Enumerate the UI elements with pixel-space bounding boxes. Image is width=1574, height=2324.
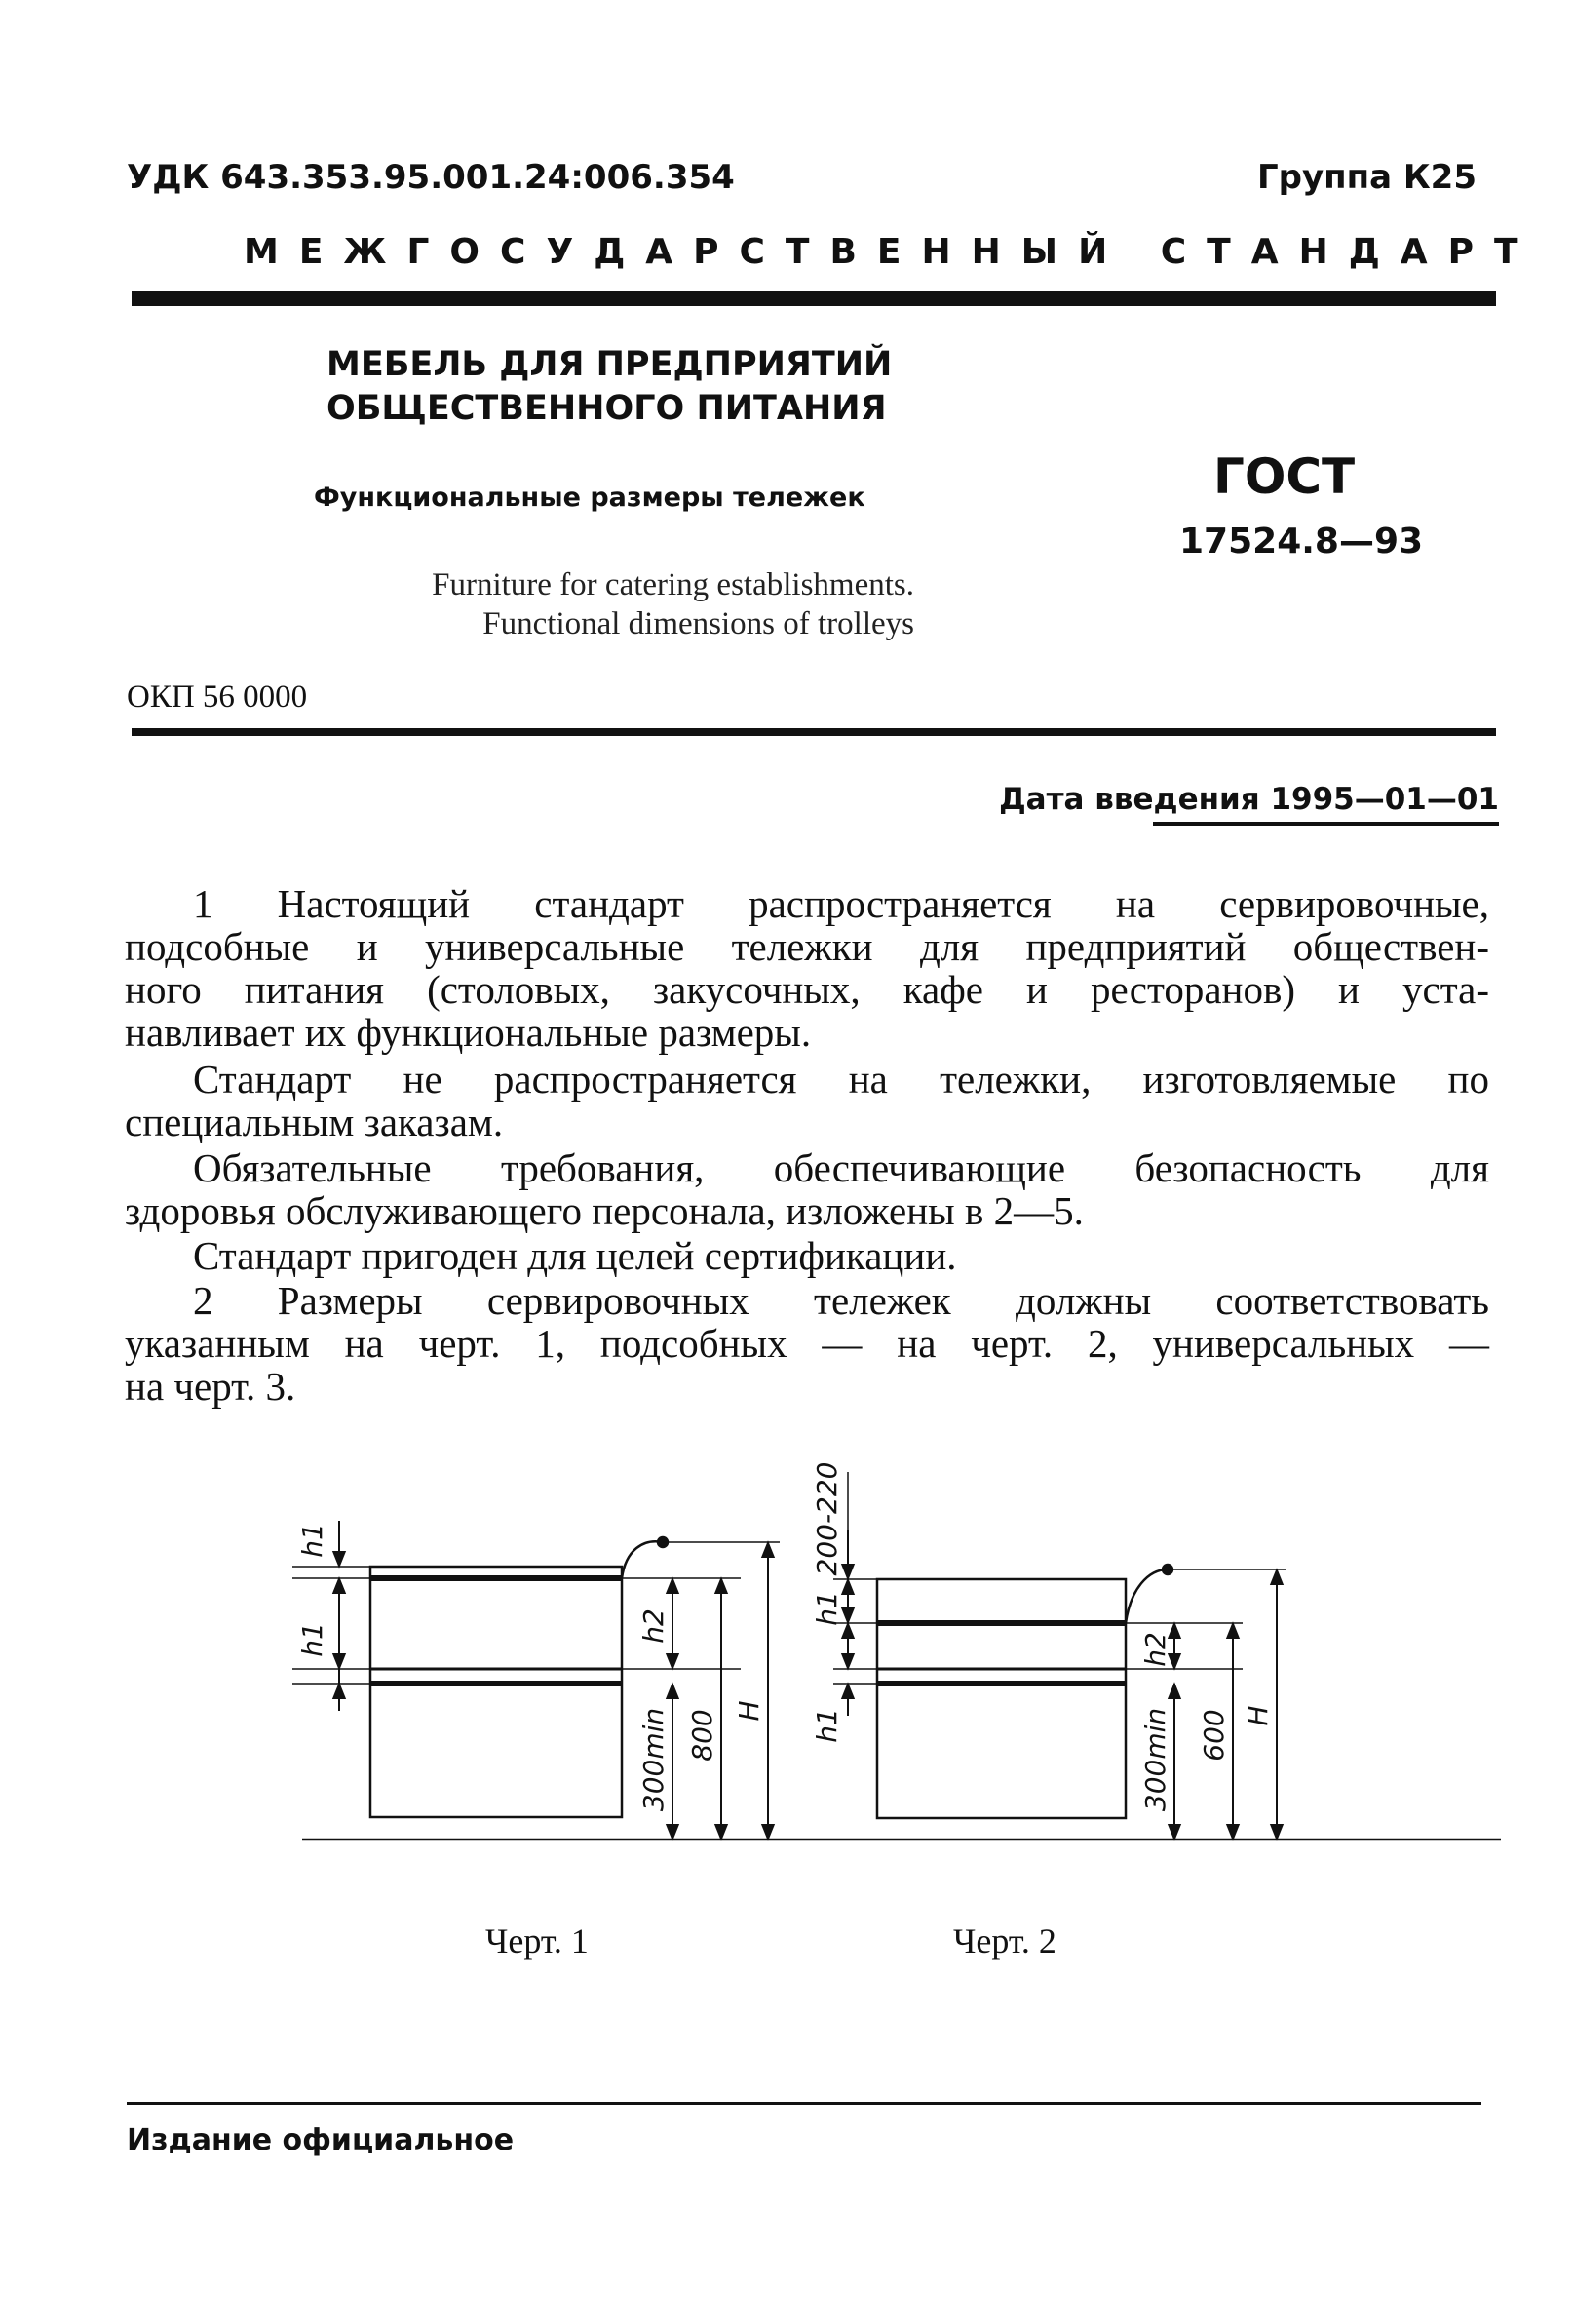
english-title-line-1: Furniture for catering establishments. <box>432 567 914 602</box>
gost-label: ГОСТ <box>1213 448 1356 505</box>
fig1-h1-lower-label: h1 <box>296 1622 328 1657</box>
fig2-300min-label: 300min <box>1139 1707 1171 1812</box>
title-line-1: МЕБЕЛЬ ДЛЯ ПРЕДПРИЯТИЙ <box>326 345 893 384</box>
gost-number: 17524.8—93 <box>1179 522 1424 562</box>
fig1-H-label: H <box>733 1700 765 1722</box>
english-title <box>302 565 914 643</box>
header-rule <box>132 290 1496 306</box>
paragraph-line: навливает их функциональные размеры. <box>125 1010 812 1055</box>
fig1-h2-label: h2 <box>637 1608 670 1644</box>
date-value: 1995—01—01 <box>1270 782 1499 817</box>
paragraph-line: 2 Размеры сервировочных тележек должны соответствовать <box>193 1278 1489 1323</box>
group-code: Группа К25 <box>1256 158 1477 197</box>
interstate-heading: МЕЖГОСУДАРСТВЕННЫЙ СТАНДАРТ <box>244 232 1539 272</box>
date-label: Дата введения <box>999 782 1260 817</box>
footer-rule <box>127 2102 1481 2105</box>
okp-code: ОКП 56 0000 <box>127 679 308 715</box>
paragraph-line: специальным заказам. <box>125 1100 504 1144</box>
fig2-h1-upper-label: h1 <box>811 1591 843 1626</box>
trolley-drawings <box>0 1433 1574 1872</box>
document-subtitle: Функциональные размеры тележек <box>314 483 865 513</box>
trolley-1-drawing <box>292 1521 780 1840</box>
fig2-200-220-label: 200-220 <box>811 1461 843 1576</box>
paragraph-line: на черт. 3. <box>125 1364 296 1409</box>
paragraph-line: подсобные и универсальные тележки для предприятий обществен- <box>125 924 1489 969</box>
fig1-h1-top-label: h1 <box>296 1523 328 1558</box>
fig1-300min-label: 300min <box>637 1707 670 1812</box>
udk-code: УДК 643.353.95.001.24:006.354 <box>127 158 735 197</box>
title-block-rule <box>132 728 1496 736</box>
paragraph-line: Стандарт не распространяется на тележки, изготовляемые по <box>193 1057 1489 1102</box>
official-edition-note: Издание официальное <box>127 2123 515 2157</box>
english-title-line-2: Functional dimensions of trolleys <box>482 606 914 641</box>
paragraph-line: Стандарт пригоден для целей сертификации. <box>193 1233 957 1278</box>
document-title <box>326 343 892 431</box>
figure-1-caption: Черт. 1 <box>485 1921 589 1960</box>
figure-2-caption: Черт. 2 <box>953 1921 1056 1960</box>
trolley-2-drawing <box>833 1472 1286 1840</box>
paragraph-line: Обязательные требования, обеспечивающие безопасность для <box>193 1145 1489 1190</box>
fig2-h1-lower-label: h1 <box>811 1708 843 1743</box>
fig2-600-label: 600 <box>1198 1709 1230 1762</box>
fig2-h2-label: h2 <box>1139 1632 1171 1667</box>
paragraph-line: указанным на черт. 1, подсобных — на черт. 2, универсальных — <box>125 1321 1489 1366</box>
paragraph-line: 1 Настоящий стандарт распространяется на сервировочные, <box>193 881 1489 926</box>
date-underline <box>1153 822 1499 826</box>
paragraph-line: здоровья обслуживающего персонала, изложены в 2—5. <box>125 1188 1084 1233</box>
title-line-2: ОБЩЕСТВЕННОГО ПИТАНИЯ <box>326 389 887 428</box>
fig1-800-label: 800 <box>686 1709 718 1762</box>
fig2-H-label: H <box>1242 1705 1274 1726</box>
introduction-date <box>999 782 1499 817</box>
paragraph-line: ного питания (столовых, закусочных, кафе и ресторанов) и уста- <box>125 967 1489 1012</box>
